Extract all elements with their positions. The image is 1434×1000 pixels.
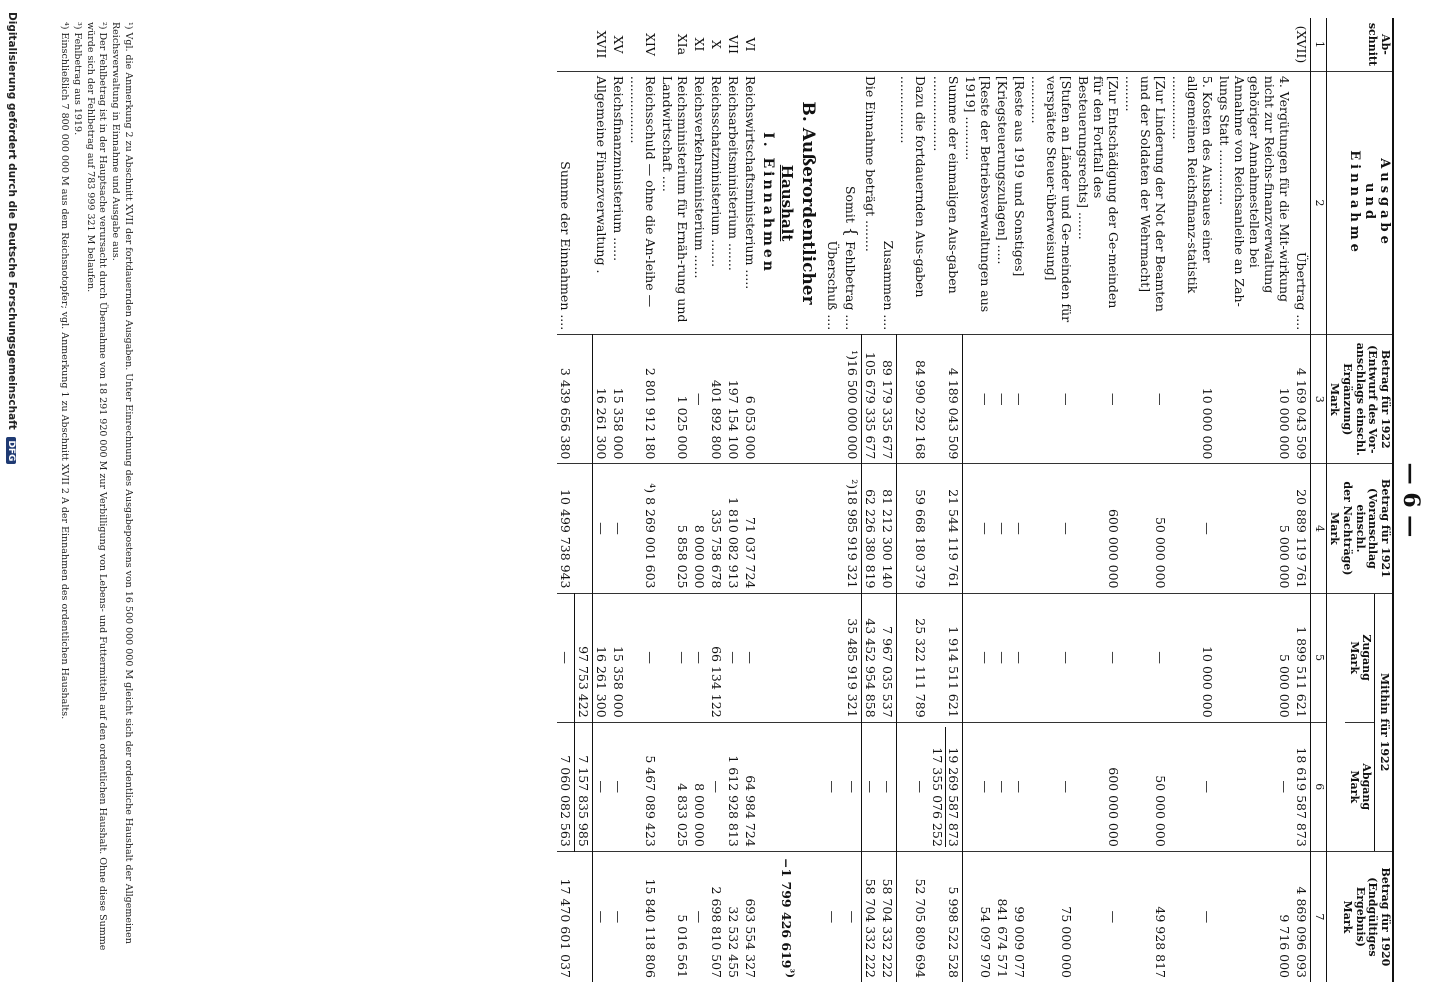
row-label: [Kriegsteuerungszulagen] ..... (994, 71, 1011, 334)
value-1921: 21 544 119 761 (929, 464, 963, 593)
value-abgang-net: 17 355 076 252 (929, 747, 945, 847)
value-zugang: 5 000 000 (1216, 593, 1293, 722)
value-1921: — (962, 464, 994, 593)
value-1921: 600 000 000 (1075, 464, 1122, 593)
value-1921: ²)18 985 919 321 (841, 464, 862, 593)
abschnitt-cell: X (708, 39, 724, 49)
table-row (841, 18, 862, 982)
value-1920: — (610, 851, 627, 982)
table-row (691, 18, 708, 982)
value-1922: 401 892 800 (708, 335, 725, 464)
section-b-title-row (797, 18, 824, 982)
value-1921: 8 000 000 (691, 464, 708, 593)
value-1921: — (1169, 464, 1216, 593)
value-1922: 16 261 300 (592, 335, 610, 464)
value-abgang: 5 467 089 423 (627, 722, 659, 851)
value-zugang: — (627, 593, 659, 722)
value-1920: 17 470 601 037 (557, 851, 575, 982)
section-b-heading-row (759, 18, 777, 982)
table-row (1011, 18, 1028, 982)
page-number: — 6 — (1398, 462, 1424, 538)
table-row (610, 18, 627, 982)
subtotal-row (574, 18, 592, 982)
value-1920: 58 704 332 222 (879, 851, 897, 982)
row-label: Dazu die fortdauernden Aus-gaben ................. (897, 71, 929, 334)
value-abgang: — (962, 722, 994, 851)
value-1920: — (592, 851, 610, 982)
value-zugang: — (659, 593, 691, 722)
footnotes (57, 22, 134, 980)
value-1921: 62 226 380 819 (862, 464, 880, 593)
value-zugang: — (1075, 593, 1122, 722)
table-row (929, 18, 963, 982)
column-number-row (1311, 18, 1327, 982)
value-1920: 52 705 809 694 (897, 851, 929, 982)
value-1921: 50 000 000 (1122, 464, 1169, 593)
value-1922: 15 358 000 (610, 335, 627, 464)
table-row (1293, 18, 1311, 982)
row-label: 4. Vergütungen für die Mit-wirkung nicht zur Reichs-finanzverwaltung gehöriger Annahmestellen bei Annahme von Reichsanleihe an Zah-lungs Statt .............. (1216, 71, 1293, 334)
row-label: Die Einnahme beträgt ........ (862, 71, 880, 334)
value-1920: 75 000 000 (1028, 851, 1075, 982)
table-row (1216, 18, 1293, 982)
value-1921: 335 758 678 (708, 464, 725, 593)
value-1921: — (994, 464, 1011, 593)
value-abgang: — (994, 722, 1011, 851)
table-row (1075, 18, 1122, 982)
value-zugang: 25 322 111 789 (897, 593, 929, 722)
table-row (557, 18, 575, 982)
value-abgang: — (708, 722, 725, 851)
value-abgang: — (824, 722, 841, 851)
value-1922: 10 000 000 (1216, 335, 1293, 464)
value-1921 (824, 464, 841, 593)
abschnitt-cell: (XVII) (1294, 25, 1310, 64)
value-abgang (929, 722, 963, 851)
value-zugang: 7 967 035 537 (879, 593, 897, 722)
value-abgang: — (592, 722, 610, 851)
row-label: Reichsverkehrsministerium ...... (691, 71, 708, 334)
footnote: ¹) Vgl. die Anmerkung 2 zu Abschnitt XVII der fortdauernden Ausgaben. Unter Einrechnung des Ausgabepostens von 16 500 000 000 M gleicht sich der ordentliche Haushalt der Allgemeinen Reichsverwaltung in Einnahme und Ausgabe aus. (110, 22, 134, 944)
row-label (841, 71, 862, 334)
value-abgang: — (1169, 722, 1216, 851)
table-row (725, 18, 742, 982)
value-1920: 4 869 096 093 (1293, 851, 1311, 982)
value-zugang: — (1011, 593, 1028, 722)
value-1922: 10 000 000 (1169, 335, 1216, 464)
value-zugang: — (994, 593, 1011, 722)
value-zugang: — (742, 593, 759, 722)
colno: 5 (1311, 593, 1327, 722)
value-1922: 3 439 656 380 (557, 335, 575, 464)
value-1922: — (1075, 335, 1122, 464)
value-zugang: 16 261 300 (592, 593, 610, 722)
subtotal-abgang: 7 157 835 985 (574, 722, 592, 851)
value-zugang: 43 452 954 858 (862, 593, 880, 722)
value-1921: — (610, 464, 627, 593)
value-abgang: 1 612 928 813 (725, 722, 742, 851)
value-1921: 71 037 724 (742, 464, 759, 593)
value-1922: — (994, 335, 1011, 464)
value-1921: 20 889 119 761 (1293, 464, 1311, 593)
row-label: Summe der Einnahmen .... (557, 71, 575, 334)
value-1920: 2 698 810 507 (708, 851, 725, 982)
value-1920: 5 998 522 528 (929, 851, 963, 982)
table-row (742, 18, 759, 982)
einnahmen-heading: I. Einnahmen (759, 71, 777, 334)
colno: 1 (1311, 18, 1327, 71)
table-row (994, 18, 1011, 982)
value-abgang: 600 000 000 (1075, 722, 1122, 851)
row-label: Reichsarbeitsministerium ....... (725, 71, 742, 334)
abschnitt-cell: VII (725, 34, 741, 54)
value-1922: — (1122, 335, 1169, 464)
value-1921: ⁴) 8 269 001 603 (627, 464, 659, 593)
value-abgang: 4 833 025 (659, 722, 691, 851)
footnote: ³) Fehlbetrag aus 1919. (71, 22, 83, 136)
footnote-ref: ³) (783, 968, 796, 978)
brace-icon: { (841, 226, 861, 238)
table-row (1122, 18, 1169, 982)
value-1920: 5 016 561 (659, 851, 691, 982)
value-1920: — (841, 851, 862, 982)
value-1921: 59 668 180 379 (897, 464, 929, 593)
header-abgang: Abgang Mark (1347, 763, 1374, 811)
table-row (708, 18, 725, 982)
row-label: Reichswirtschaftsministerium ..... (742, 71, 759, 334)
value-1922: 197 154 100 (725, 335, 742, 464)
value-1921: 5 000 000 (1216, 464, 1293, 593)
value-zugang: — (691, 593, 708, 722)
value-1920: 49 928 817 (1122, 851, 1169, 982)
section-b-subtitle: Haushalt (777, 71, 797, 334)
value-zugang (824, 593, 841, 722)
value-abgang: — (879, 722, 897, 851)
header-ausgabe-einnahme: Ausgabe und Einnahme (1326, 71, 1393, 334)
abschnitt-cell: XV (610, 35, 626, 54)
value-zugang: 15 358 000 (610, 593, 627, 722)
value-abgang: 64 984 724 (742, 722, 759, 851)
colno: 4 (1311, 464, 1327, 593)
colno: 3 (1311, 335, 1327, 464)
value-zugang: 1 914 511 621 (929, 593, 963, 722)
row-label: [Reste aus 1919 und Sonstiges] (1011, 71, 1028, 334)
row-label: Zusammen .... (879, 71, 897, 334)
value-1921: 10 499 738 943 (557, 464, 575, 593)
value-1920: 99 009 077 (1011, 851, 1028, 982)
row-label: Reichsministerium für Ernäh-rung und Landwirtschaft .... (659, 71, 691, 334)
value-1920: — (1075, 851, 1122, 982)
section-b-title: B. Außerordentlicher (797, 71, 824, 334)
abschnitt-cell: XI (691, 37, 707, 52)
row-label: [Zur Linderung der Not der Beamten und der Soldaten der Wehrmacht] ......... (1122, 71, 1169, 334)
fehlbetrag-label: Fehlbetrag .... (842, 241, 858, 331)
subtotal-zugang: 97 753 422 (574, 593, 592, 722)
value-zugang: 66 134 122 (708, 593, 725, 722)
header-betrag-1920: Betrag für 1920 (Endgültiges Ergebnis) Mark (1326, 851, 1393, 982)
budget-table (557, 18, 1394, 982)
value-abgang: 18 619 587 873 (1293, 722, 1311, 851)
value-1922: — (691, 335, 708, 464)
table-row (592, 18, 610, 982)
table-row (659, 18, 691, 982)
header-mithin (1326, 593, 1393, 851)
value-1920: 15 840 118 806 (627, 851, 659, 982)
value-abgang: — (897, 722, 929, 851)
section-b-subtitle-row (777, 18, 797, 982)
value-abgang-sum: 19 269 587 873 (945, 727, 961, 847)
value-1922: 2 801 912 180 (627, 335, 659, 464)
value-zugang: — (557, 593, 575, 722)
value-1922: — (1028, 335, 1075, 464)
value-1921: — (592, 464, 610, 593)
row-label: 5. Kosten des Ausbaues einer allgemeinen Reichsfinanz-statistik ................ (1169, 71, 1216, 334)
abschnitt-cell: XIV (642, 33, 658, 56)
colno: 6 (1311, 722, 1327, 851)
value-1920: — (691, 851, 708, 982)
value-1921: 5 858 025 (659, 464, 691, 593)
value-abgang: — (841, 722, 862, 851)
value-1922: — (962, 335, 994, 464)
value-abgang: — (1028, 722, 1075, 851)
table-row (962, 18, 994, 982)
fehlbetrag-1919-value: −1 799 426 619 (778, 858, 794, 969)
value-zugang: 1 899 511 621 (1293, 593, 1311, 722)
table-row (824, 18, 841, 982)
footnote: ⁴) Einschließlich 7 800 000 000 M aus dem Reichsnotopfer; vgl. Anmerkung 1 zu Abschnitt XVII 2 A der Einnahmen des ordentlichen Haushalts. (58, 22, 70, 720)
header-mithin-label: Mithin für 1922 (1374, 594, 1392, 851)
value-1922: — (1011, 335, 1028, 464)
value-1920: — (1169, 851, 1216, 982)
value-1921: — (1011, 464, 1028, 593)
value-1922: 1 025 000 (659, 335, 691, 464)
row-label: Allgemeine Finanzverwaltung . (592, 71, 610, 334)
value-zugang: — (962, 593, 994, 722)
fehlbetrag-1919 (777, 851, 797, 982)
value-abgang: 7 060 082 563 (557, 722, 575, 851)
value-1922 (824, 335, 841, 464)
table-row (1028, 18, 1075, 982)
value-abgang: — (862, 722, 880, 851)
value-1922: 89 179 335 677 (879, 335, 897, 464)
value-zugang: — (725, 593, 742, 722)
value-abgang: 50 000 000 (1122, 722, 1169, 851)
row-label: Reichsschatzministerium ....... (708, 71, 725, 334)
dfg-logo: DFG (6, 437, 16, 464)
value-1922: 6 053 000 (742, 335, 759, 464)
value-zugang: — (1122, 593, 1169, 722)
value-1921: — (1028, 464, 1075, 593)
value-1920: 58 704 332 222 (862, 851, 880, 982)
value-zugang: — (1028, 593, 1075, 722)
colno: 2 (1311, 71, 1327, 334)
table-row (862, 18, 880, 982)
row-label: Summe der einmaligen Aus-gaben ................... (929, 71, 963, 334)
value-1922: 105 679 335 677 (862, 335, 880, 464)
somit-label: Somit (842, 185, 858, 223)
value-1920: — (824, 851, 841, 982)
value-1921: 81 212 300 140 (879, 464, 897, 593)
row-label: Übertrag .... (1293, 71, 1311, 334)
header-row (1326, 18, 1393, 982)
value-1922: 4 169 043 509 (1293, 335, 1311, 464)
value-abgang: 8 000 000 (691, 722, 708, 851)
abschnitt-cell: XVII (593, 30, 609, 59)
value-abgang: — (1011, 722, 1028, 851)
value-1922: ¹)16 500 000 000 (841, 335, 862, 464)
row-label: [Zur Entschädigung der Ge-meinden für den Fortfall des Besteuerungsrechts] ....... (1075, 71, 1122, 334)
value-1922: 84 990 292 168 (897, 335, 929, 464)
abschnitt-cell: XIa (674, 33, 690, 56)
row-label: Überschuß .... (824, 71, 841, 334)
header-betrag-1922: Betrag für 1922 (Entwurf des Vor- anschlags einschl. Ergänzung) Mark (1326, 335, 1393, 464)
value-1920: 841 674 571 (994, 851, 1011, 982)
value-1921: 1 810 082 913 (725, 464, 742, 593)
row-label: [Stufen an Länder und Ge-meinden für verspätete Steuer-überweisung] ............ (1028, 71, 1075, 334)
table-row (1169, 18, 1216, 982)
header-betrag-1921: Betrag für 1921 (Voranschlag einschl. der Nachträge) Mark (1326, 464, 1393, 593)
row-label: [Reste der Betriebsverwaltungen aus 1919] ........... (962, 71, 994, 334)
row-label: Reichsschuld — ohne die An-leihe — ................. (627, 71, 659, 334)
header-zugang: Zugang Mark (1345, 594, 1374, 723)
abschnitt-cell: VI (742, 37, 758, 52)
value-1920: 693 554 327 (742, 851, 759, 982)
header-abschnitt: Ab- schnitt (1326, 18, 1393, 71)
footnote: ²) Der Fehlbetrag ist in der Hauptsache verursacht durch Übernahme von 18 291 920 000 M zur Verbilligung von Lebens- und Futtermitteln auf den ordentlichen Haushalt. Ohne diese Summe würde sich der Fehlbetrag auf 783 999 321 M belaufen. (84, 22, 109, 951)
table-row (879, 18, 897, 982)
value-zugang: 35 485 919 321 (841, 593, 862, 722)
value-zugang: 10 000 000 (1169, 593, 1216, 722)
value-abgang: — (610, 722, 627, 851)
value-abgang: — (1216, 722, 1293, 851)
digitization-credit (6, 12, 18, 960)
credit-text: Digitalisierung gefördert durch die Deutsche Forschungsgemeinschaft (6, 12, 18, 430)
colno: 7 (1311, 851, 1327, 982)
value-1920: 9 716 000 (1216, 851, 1293, 982)
value-1922: 4 189 043 509 (929, 335, 963, 464)
table-row (627, 18, 659, 982)
table-row (897, 18, 929, 982)
value-1920: 32 532 455 (725, 851, 742, 982)
value-1920: 54 097 970 (962, 851, 994, 982)
row-label: Reichsfinanzministerium ...... (610, 71, 627, 334)
